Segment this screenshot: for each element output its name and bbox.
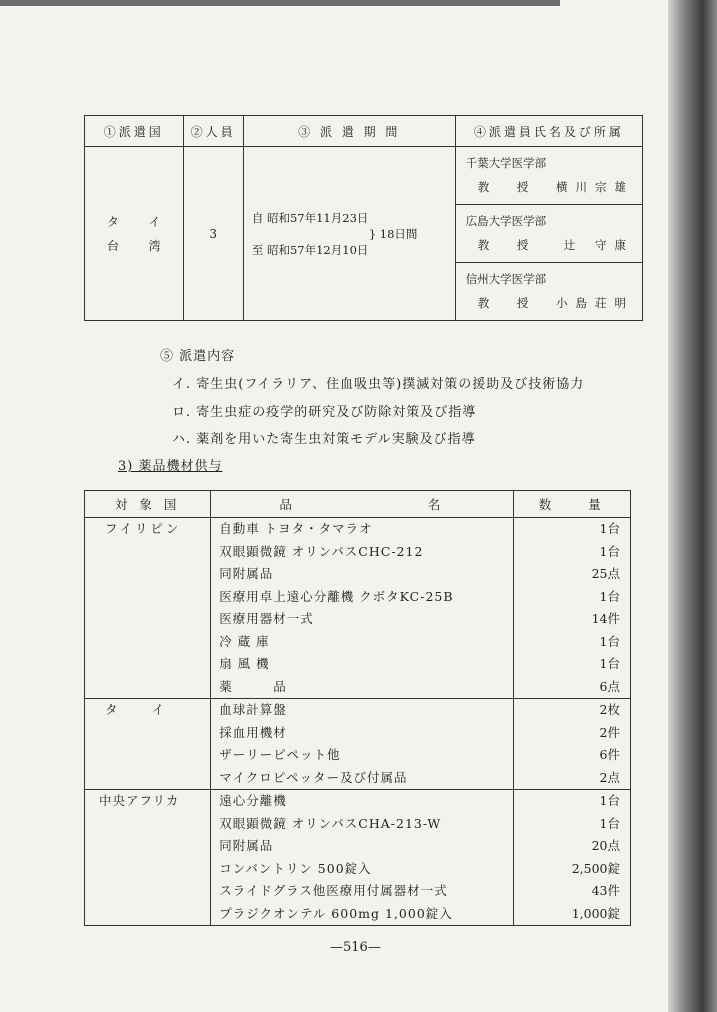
dispatch-table-header <box>85 116 643 147</box>
quantity: 2点 <box>599 769 620 785</box>
header-period: ③ 派 遣 期 間 <box>243 116 455 147</box>
quantity: 1台 <box>599 588 620 604</box>
member-affiliation: 千葉大学医学部 <box>465 156 547 170</box>
list-item: ザーリーピペット他 <box>219 747 341 762</box>
header-country: ①派遣国 <box>85 116 184 147</box>
member-entry <box>456 205 642 263</box>
supplies-group-row <box>85 518 631 699</box>
supplies-table-header <box>85 491 631 518</box>
group-country-cell <box>85 518 211 699</box>
scan-top-strip <box>0 0 560 6</box>
members-cell <box>455 147 642 321</box>
group-country: タ イ <box>105 702 168 717</box>
header-item-name: 品 名 <box>211 491 513 518</box>
quantity: 1台 <box>599 521 620 536</box>
quantity: 43件 <box>591 883 620 898</box>
list-item: 遠心分離機 <box>219 793 287 808</box>
member-entry <box>456 263 642 320</box>
quantity: 6点 <box>599 678 620 694</box>
member-affiliation: 信州大学医学部 <box>465 272 547 286</box>
list-item: 双眼顕微鏡 オリンパスCHA-213-W <box>219 815 442 831</box>
member-position: 教 授 <box>477 180 541 194</box>
list-item: スライドグラス他医療用付属器材一式 <box>219 883 448 898</box>
list-item: コンバントリン 500錠入 <box>219 860 372 876</box>
member-name: 横川宗雄 <box>556 180 634 194</box>
dispatch-table <box>84 115 643 321</box>
list-item: 血球計算盤 <box>219 702 287 717</box>
list-item: 同附属品 <box>219 838 274 853</box>
dispatch-table-row <box>85 147 643 321</box>
group-country: 中央アフリカ <box>99 793 180 808</box>
member-position: 教 授 <box>477 238 541 252</box>
quantity: 2件 <box>599 724 620 740</box>
list-item: マイクロピペッター及び付属品 <box>219 769 408 785</box>
section5-item: イ. 寄生虫(フイラリア、住血吸虫等)撲滅対策の援助及び技術協力 <box>172 377 585 392</box>
quantity: 2,500錠 <box>571 860 620 876</box>
group-qty-cell <box>513 790 630 926</box>
group-items-cell <box>211 699 513 790</box>
member-name: 小島荘明 <box>556 296 634 310</box>
quantity: 1,000錠 <box>571 905 620 921</box>
list-item: 自動車 トヨタ・タマラオ <box>219 521 373 536</box>
header-quantity: 数 量 <box>513 491 630 518</box>
member-name: 辻 守康 <box>563 238 634 252</box>
period-days: } 18日間 <box>368 226 418 241</box>
group-country-cell <box>85 790 211 926</box>
quantity: 20点 <box>591 838 620 853</box>
member-entry <box>456 147 642 205</box>
quantity: 6件 <box>599 747 620 762</box>
dispatch-countries-cell <box>85 147 184 321</box>
member-position: 教 授 <box>477 296 541 310</box>
section5-item: ロ. 寄生虫症の疫学的研究及び防除対策及び指導 <box>172 405 477 420</box>
quantity: 1台 <box>599 656 620 671</box>
group-items-cell <box>211 790 513 926</box>
list-item: 扇 風 機 <box>219 656 270 671</box>
list-item: 双眼顕微鏡 オリンパスCHC-212 <box>219 543 424 559</box>
header-members: ④派遣員氏名及び所属 <box>455 116 642 147</box>
quantity: 14件 <box>591 611 620 626</box>
country-taiwan: 台 湾 <box>107 239 161 253</box>
list-item: 冷 蔵 庫 <box>219 633 270 649</box>
list-item: 薬 品 <box>219 678 287 694</box>
list-item: 医療用卓上遠心分離機 クボタKC-25B <box>219 588 454 604</box>
section3-title: 3) 薬品機材供与 <box>118 459 223 474</box>
group-qty-cell <box>513 518 630 699</box>
quantity: 2枚 <box>599 702 620 717</box>
period-cell <box>243 147 455 321</box>
list-item: 医療用器材一式 <box>219 611 314 626</box>
quantity: 1台 <box>599 815 620 831</box>
list-item: 採血用機材 <box>219 724 287 740</box>
supplies-table <box>84 490 631 926</box>
group-qty-cell <box>513 699 630 790</box>
period-to: 至 昭和57年12月10日 <box>251 242 369 257</box>
quantity: 1台 <box>599 543 620 559</box>
supplies-group-row <box>85 790 631 926</box>
country-thailand: タ イ <box>107 215 161 229</box>
section5-title: ⑤ 派遣内容 <box>160 349 236 364</box>
list-item: 同附属品 <box>219 566 274 581</box>
header-target-country: 対 象 国 <box>85 491 211 518</box>
group-items-cell <box>211 518 513 699</box>
page-number: —516— <box>330 940 381 955</box>
period-from: 自 昭和57年11月23日 <box>251 210 369 225</box>
list-item: プラジクオンテル 600mg 1,000錠入 <box>219 905 453 921</box>
quantity: 1台 <box>599 793 620 808</box>
quantity: 25点 <box>591 566 620 581</box>
section5-item: ハ. 薬剤を用いた寄生虫対策モデル実験及び指導 <box>172 432 476 447</box>
header-persons: ②人員 <box>183 116 243 147</box>
persons-count: 3 <box>183 147 243 321</box>
book-spine-shadow <box>668 0 717 1012</box>
quantity: 1台 <box>599 633 620 649</box>
group-country-cell <box>85 699 211 790</box>
member-affiliation: 広島大学医学部 <box>465 214 547 228</box>
supplies-group-row <box>85 699 631 790</box>
group-country: フイリピン <box>105 521 182 536</box>
